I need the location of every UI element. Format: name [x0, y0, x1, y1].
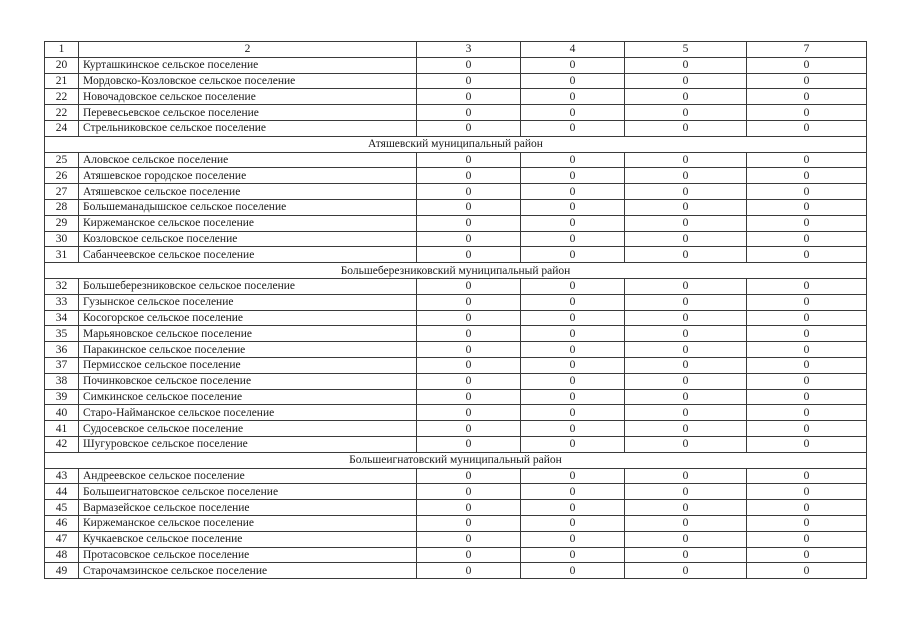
row-number: 45 — [45, 500, 79, 516]
value-cell: 0 — [747, 278, 867, 294]
header-cell-2: 2 — [79, 42, 417, 58]
value-cell: 0 — [747, 310, 867, 326]
value-cell: 0 — [521, 357, 625, 373]
section-title: Большеигнатовский муниципальный район — [45, 452, 867, 468]
row-number: 41 — [45, 421, 79, 437]
settlement-name: Старо-Найманское сельское поселение — [79, 405, 417, 421]
row-number: 25 — [45, 152, 79, 168]
value-cell: 0 — [625, 152, 747, 168]
row-number: 32 — [45, 278, 79, 294]
value-cell: 0 — [417, 120, 521, 136]
header-cell-4: 4 — [521, 42, 625, 58]
value-cell: 0 — [625, 326, 747, 342]
row-number: 27 — [45, 184, 79, 200]
value-cell: 0 — [521, 563, 625, 579]
value-cell: 0 — [747, 120, 867, 136]
value-cell: 0 — [521, 120, 625, 136]
value-cell: 0 — [747, 105, 867, 121]
settlement-name: Большеигнатовское сельское поселение — [79, 484, 417, 500]
row-number: 42 — [45, 436, 79, 452]
table-row — [45, 310, 867, 326]
value-cell: 0 — [747, 89, 867, 105]
value-cell: 0 — [625, 105, 747, 121]
settlement-name: Андреевское сельское поселение — [79, 468, 417, 484]
table-row — [45, 168, 867, 184]
table-row — [45, 57, 867, 73]
value-cell: 0 — [417, 547, 521, 563]
value-cell: 0 — [417, 310, 521, 326]
value-cell: 0 — [625, 500, 747, 516]
value-cell: 0 — [417, 89, 521, 105]
settlement-name: Атяшевское городское поселение — [79, 168, 417, 184]
settlement-name: Мордовско-Козловское сельское поселение — [79, 73, 417, 89]
value-cell: 0 — [625, 421, 747, 437]
row-number: 38 — [45, 373, 79, 389]
value-cell: 0 — [521, 373, 625, 389]
section-title: Атяшевский муниципальный район — [45, 136, 867, 152]
table-row — [45, 105, 867, 121]
settlement-name: Перевесьевское сельское поселение — [79, 105, 417, 121]
value-cell: 0 — [625, 389, 747, 405]
value-cell: 0 — [747, 247, 867, 263]
value-cell: 0 — [625, 405, 747, 421]
row-number: 39 — [45, 389, 79, 405]
table-row — [45, 231, 867, 247]
table-row — [45, 357, 867, 373]
value-cell: 0 — [747, 389, 867, 405]
value-cell: 0 — [521, 310, 625, 326]
row-number: 21 — [45, 73, 79, 89]
row-number: 37 — [45, 357, 79, 373]
value-cell: 0 — [625, 120, 747, 136]
table-row — [45, 73, 867, 89]
value-cell: 0 — [417, 247, 521, 263]
value-cell: 0 — [417, 389, 521, 405]
value-cell: 0 — [521, 89, 625, 105]
value-cell: 0 — [747, 215, 867, 231]
settlement-name: Пермисское сельское поселение — [79, 357, 417, 373]
row-number: 26 — [45, 168, 79, 184]
value-cell: 0 — [625, 247, 747, 263]
header-cell-1: 1 — [45, 42, 79, 58]
value-cell: 0 — [625, 278, 747, 294]
value-cell: 0 — [747, 373, 867, 389]
value-cell: 0 — [521, 468, 625, 484]
value-cell: 0 — [747, 468, 867, 484]
value-cell: 0 — [625, 89, 747, 105]
value-cell: 0 — [747, 500, 867, 516]
table-row — [45, 152, 867, 168]
value-cell: 0 — [747, 199, 867, 215]
value-cell: 0 — [521, 389, 625, 405]
row-number: 30 — [45, 231, 79, 247]
table-row — [45, 199, 867, 215]
value-cell: 0 — [521, 515, 625, 531]
header-cell-3: 3 — [417, 42, 521, 58]
value-cell: 0 — [747, 357, 867, 373]
value-cell: 0 — [417, 421, 521, 437]
row-number: 43 — [45, 468, 79, 484]
value-cell: 0 — [521, 484, 625, 500]
settlements-table — [44, 41, 867, 579]
value-cell: 0 — [521, 500, 625, 516]
value-cell: 0 — [747, 547, 867, 563]
table-body — [45, 42, 867, 579]
settlement-name: Новочадовское сельское поселение — [79, 89, 417, 105]
settlement-name: Симкинское сельское поселение — [79, 389, 417, 405]
value-cell: 0 — [417, 184, 521, 200]
row-number: 48 — [45, 547, 79, 563]
value-cell: 0 — [417, 168, 521, 184]
row-number: 29 — [45, 215, 79, 231]
settlement-name: Большеманадышское сельское поселение — [79, 199, 417, 215]
table-row — [45, 342, 867, 358]
table-row — [45, 278, 867, 294]
value-cell: 0 — [417, 357, 521, 373]
value-cell: 0 — [625, 563, 747, 579]
value-cell: 0 — [521, 105, 625, 121]
table-row — [45, 436, 867, 452]
settlement-name: Кучкаевское сельское поселение — [79, 531, 417, 547]
value-cell: 0 — [521, 73, 625, 89]
value-cell: 0 — [521, 531, 625, 547]
table-row — [45, 484, 867, 500]
settlement-name: Паракинское сельское поселение — [79, 342, 417, 358]
row-number: 24 — [45, 120, 79, 136]
settlement-name: Курташкинское сельское поселение — [79, 57, 417, 73]
settlement-name: Старочамзинское сельское поселение — [79, 563, 417, 579]
settlement-name: Козловское сельское поселение — [79, 231, 417, 247]
value-cell: 0 — [625, 373, 747, 389]
settlement-name: Стрельниковское сельское поселение — [79, 120, 417, 136]
table-row — [45, 468, 867, 484]
table-row — [45, 531, 867, 547]
row-number: 49 — [45, 563, 79, 579]
table-row — [45, 500, 867, 516]
value-cell: 0 — [521, 152, 625, 168]
value-cell: 0 — [417, 373, 521, 389]
table-row — [45, 547, 867, 563]
value-cell: 0 — [747, 436, 867, 452]
settlement-name: Атяшевское сельское поселение — [79, 184, 417, 200]
value-cell: 0 — [417, 152, 521, 168]
value-cell: 0 — [521, 294, 625, 310]
value-cell: 0 — [521, 184, 625, 200]
value-cell: 0 — [521, 405, 625, 421]
table-row — [45, 89, 867, 105]
value-cell: 0 — [747, 421, 867, 437]
value-cell: 0 — [417, 215, 521, 231]
row-number: 22 — [45, 89, 79, 105]
value-cell: 0 — [521, 278, 625, 294]
row-number: 22 — [45, 105, 79, 121]
table-row — [45, 373, 867, 389]
value-cell: 0 — [747, 73, 867, 89]
value-cell: 0 — [747, 184, 867, 200]
row-number: 36 — [45, 342, 79, 358]
value-cell: 0 — [625, 436, 747, 452]
value-cell: 0 — [747, 563, 867, 579]
value-cell: 0 — [747, 152, 867, 168]
row-number: 35 — [45, 326, 79, 342]
value-cell: 0 — [417, 563, 521, 579]
settlement-name: Аловское сельское поселение — [79, 152, 417, 168]
settlement-name: Шугуровское сельское поселение — [79, 436, 417, 452]
table-row — [45, 247, 867, 263]
value-cell: 0 — [747, 531, 867, 547]
settlement-name: Починковское сельское поселение — [79, 373, 417, 389]
value-cell: 0 — [417, 515, 521, 531]
settlement-name: Судосевское сельское поселение — [79, 421, 417, 437]
settlement-name: Вармазейское сельское поселение — [79, 500, 417, 516]
row-number: 40 — [45, 405, 79, 421]
row-number: 34 — [45, 310, 79, 326]
value-cell: 0 — [417, 342, 521, 358]
value-cell: 0 — [417, 199, 521, 215]
table-row — [45, 515, 867, 531]
table-row — [45, 326, 867, 342]
value-cell: 0 — [521, 547, 625, 563]
value-cell: 0 — [417, 294, 521, 310]
value-cell: 0 — [417, 57, 521, 73]
value-cell: 0 — [417, 436, 521, 452]
value-cell: 0 — [625, 168, 747, 184]
value-cell: 0 — [417, 484, 521, 500]
section-row — [45, 136, 867, 152]
value-cell: 0 — [625, 342, 747, 358]
header-row — [45, 42, 867, 58]
settlement-name: Большеберезниковское сельское поселение — [79, 278, 417, 294]
value-cell: 0 — [417, 278, 521, 294]
value-cell: 0 — [747, 294, 867, 310]
row-number: 28 — [45, 199, 79, 215]
value-cell: 0 — [625, 468, 747, 484]
settlement-name: Протасовское сельское поселение — [79, 547, 417, 563]
table-row — [45, 184, 867, 200]
value-cell: 0 — [625, 531, 747, 547]
header-cell-7: 7 — [747, 42, 867, 58]
row-number: 20 — [45, 57, 79, 73]
value-cell: 0 — [417, 73, 521, 89]
settlement-name: Сабанчеевское сельское поселение — [79, 247, 417, 263]
settlement-name: Киржеманское сельское поселение — [79, 215, 417, 231]
section-title: Большеберезниковский муниципальный район — [45, 263, 867, 279]
value-cell: 0 — [625, 357, 747, 373]
value-cell: 0 — [625, 547, 747, 563]
row-number: 47 — [45, 531, 79, 547]
table-row — [45, 563, 867, 579]
table-row — [45, 215, 867, 231]
settlement-name: Киржеманское сельское поселение — [79, 515, 417, 531]
settlement-name: Марьяновское сельское поселение — [79, 326, 417, 342]
value-cell: 0 — [747, 342, 867, 358]
value-cell: 0 — [747, 515, 867, 531]
table-row — [45, 294, 867, 310]
value-cell: 0 — [521, 215, 625, 231]
row-number: 31 — [45, 247, 79, 263]
value-cell: 0 — [521, 421, 625, 437]
settlement-name: Гузынское сельское поселение — [79, 294, 417, 310]
table-row — [45, 120, 867, 136]
table-row — [45, 405, 867, 421]
value-cell: 0 — [747, 405, 867, 421]
value-cell: 0 — [747, 168, 867, 184]
table-row — [45, 421, 867, 437]
value-cell: 0 — [625, 231, 747, 247]
value-cell: 0 — [625, 215, 747, 231]
value-cell: 0 — [747, 231, 867, 247]
section-row — [45, 452, 867, 468]
value-cell: 0 — [625, 184, 747, 200]
settlement-name: Косогорское сельское поселение — [79, 310, 417, 326]
value-cell: 0 — [521, 57, 625, 73]
value-cell: 0 — [417, 500, 521, 516]
value-cell: 0 — [521, 199, 625, 215]
value-cell: 0 — [747, 57, 867, 73]
row-number: 46 — [45, 515, 79, 531]
value-cell: 0 — [521, 342, 625, 358]
value-cell: 0 — [625, 310, 747, 326]
value-cell: 0 — [625, 57, 747, 73]
value-cell: 0 — [417, 326, 521, 342]
row-number: 44 — [45, 484, 79, 500]
value-cell: 0 — [417, 468, 521, 484]
value-cell: 0 — [417, 105, 521, 121]
table-row — [45, 389, 867, 405]
value-cell: 0 — [521, 436, 625, 452]
value-cell: 0 — [625, 515, 747, 531]
value-cell: 0 — [625, 73, 747, 89]
value-cell: 0 — [521, 247, 625, 263]
value-cell: 0 — [625, 484, 747, 500]
value-cell: 0 — [747, 326, 867, 342]
value-cell: 0 — [625, 294, 747, 310]
value-cell: 0 — [521, 168, 625, 184]
value-cell: 0 — [521, 231, 625, 247]
value-cell: 0 — [747, 484, 867, 500]
value-cell: 0 — [417, 231, 521, 247]
row-number: 33 — [45, 294, 79, 310]
value-cell: 0 — [625, 199, 747, 215]
value-cell: 0 — [417, 405, 521, 421]
value-cell: 0 — [417, 531, 521, 547]
value-cell: 0 — [521, 326, 625, 342]
section-row — [45, 263, 867, 279]
header-cell-5: 5 — [625, 42, 747, 58]
